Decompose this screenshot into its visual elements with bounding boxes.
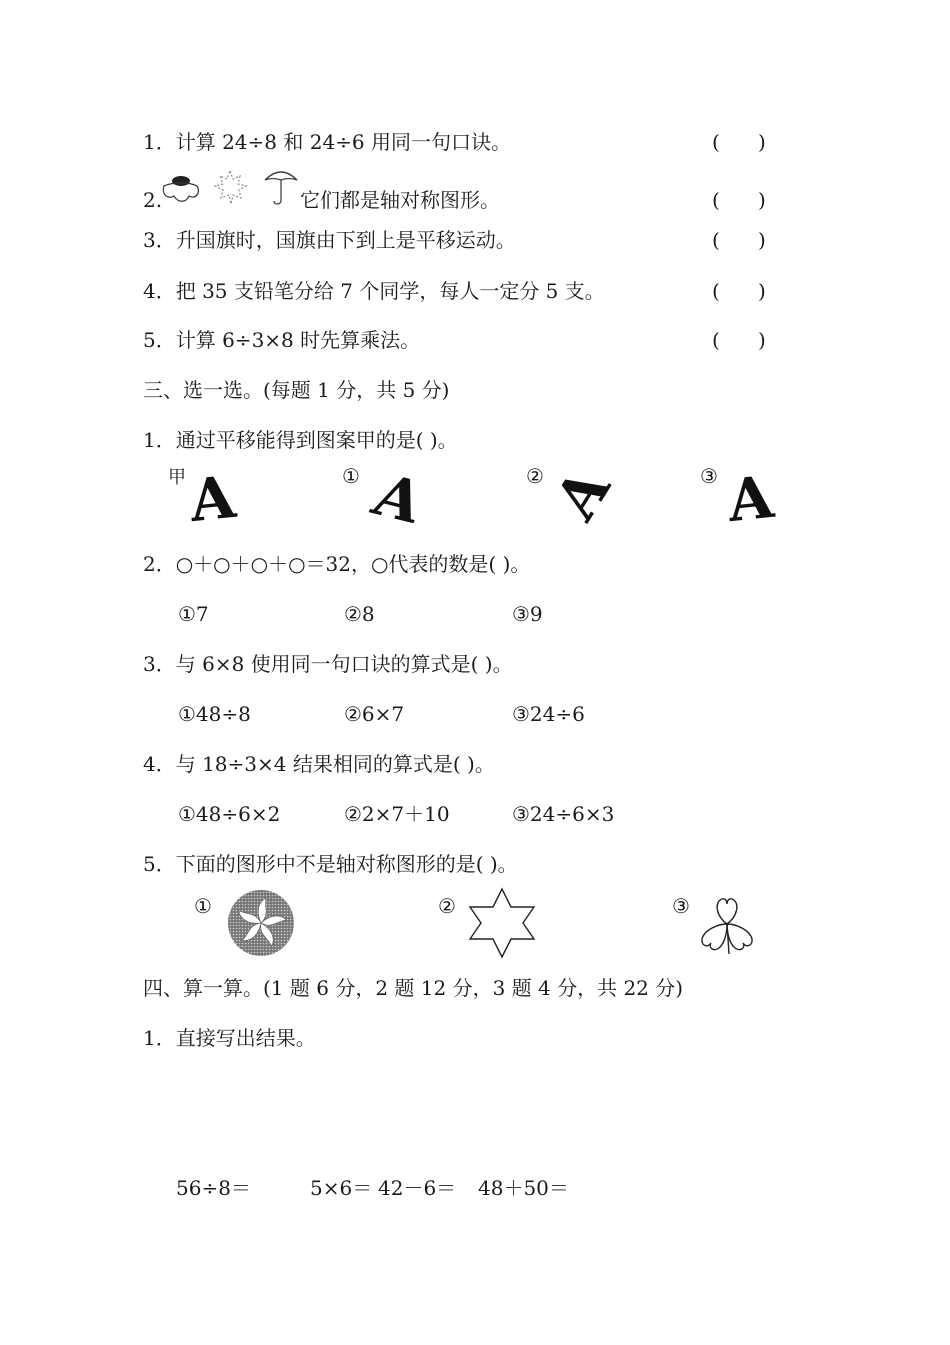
answer-paren-2[interactable]: ( )	[712, 188, 766, 212]
calc-problem-3[interactable]: 42－6＝	[378, 1176, 457, 1200]
judge-item-3: 3．升国旗时，国旗由下到上是平移运动。	[143, 228, 516, 252]
q3-option-1[interactable]: ①48÷8	[178, 702, 251, 726]
label-jia: 甲	[168, 467, 186, 488]
answer-paren-1[interactable]: ( )	[712, 130, 766, 154]
choose-q5: 5．下面的图形中不是轴对称图形的是( )。	[143, 852, 518, 876]
answer-paren-5[interactable]: ( )	[712, 328, 766, 352]
letter-a-original: A	[186, 462, 239, 536]
judge-item-4: 4．把 35 支铅笔分给 7 个同学，每人一定分 5 支。	[143, 279, 605, 303]
q2-option-3[interactable]: ③9	[512, 602, 543, 626]
option-1-marker[interactable]: ①	[342, 464, 360, 488]
option-3-marker[interactable]: ③	[700, 464, 718, 488]
choose-q1: 1．通过平移能得到图案甲的是( )。	[143, 428, 458, 452]
choose-q4: 4．与 18÷3×4 结果相同的算式是( )。	[143, 752, 495, 776]
q2-option-2[interactable]: ②8	[344, 602, 375, 626]
flower-icon	[160, 172, 202, 206]
calc-problem-4[interactable]: 48＋50＝	[478, 1176, 569, 1200]
letter-a-option-2[interactable]: A	[541, 456, 624, 532]
three-leaf-clover-icon[interactable]	[696, 890, 758, 956]
letter-a-option-1[interactable]: A	[363, 461, 434, 537]
choose-q3: 3．与 6×8 使用同一句口诀的算式是( )。	[143, 652, 513, 676]
q5-option-3-marker[interactable]: ③	[672, 894, 690, 918]
six-point-star-icon[interactable]	[466, 886, 538, 960]
calc-q1: 1．直接写出结果。	[143, 1026, 316, 1050]
q3-option-2[interactable]: ②6×7	[344, 702, 405, 726]
answer-paren-3[interactable]: ( )	[712, 228, 766, 252]
q5-option-1-marker[interactable]: ①	[194, 894, 212, 918]
calc-problem-1[interactable]: 56÷8＝	[176, 1176, 251, 1200]
calc-problem-2[interactable]: 5×6＝	[310, 1176, 373, 1200]
q2-option-1[interactable]: ①7	[178, 602, 209, 626]
q4-option-1[interactable]: ①48÷6×2	[178, 802, 281, 826]
choose-q2: 2．○＋○＋○＋○＝32，○代表的数是( )。	[143, 552, 531, 576]
judge-item-5: 5．计算 6÷3×8 时先算乘法。	[143, 328, 421, 352]
q4-option-3[interactable]: ③24÷6×3	[512, 802, 615, 826]
q4-option-2[interactable]: ②2×7＋10	[344, 802, 450, 826]
maple-leaf-icon	[210, 168, 250, 206]
bauhinia-emblem-icon[interactable]	[226, 888, 296, 958]
option-2-marker[interactable]: ②	[526, 464, 544, 488]
judge-item-1: 1．计算 24÷8 和 24÷6 用同一句口诀。	[143, 130, 512, 154]
answer-paren-4[interactable]: ( )	[712, 279, 766, 303]
judge-item-2: 它们都是轴对称图形。	[300, 188, 500, 212]
q5-option-2-marker[interactable]: ②	[438, 894, 456, 918]
section-4-heading: 四、算一算。(1 题 6 分，2 题 12 分，3 题 4 分，共 22 分)	[143, 976, 684, 1000]
umbrella-icon	[262, 166, 300, 208]
judge-item-2-number: 2.	[143, 188, 163, 212]
q3-option-3[interactable]: ③24÷6	[512, 702, 585, 726]
letter-a-option-3[interactable]: A	[724, 462, 777, 536]
section-3-heading: 三、选一选。(每题 1 分，共 5 分)	[143, 378, 450, 402]
